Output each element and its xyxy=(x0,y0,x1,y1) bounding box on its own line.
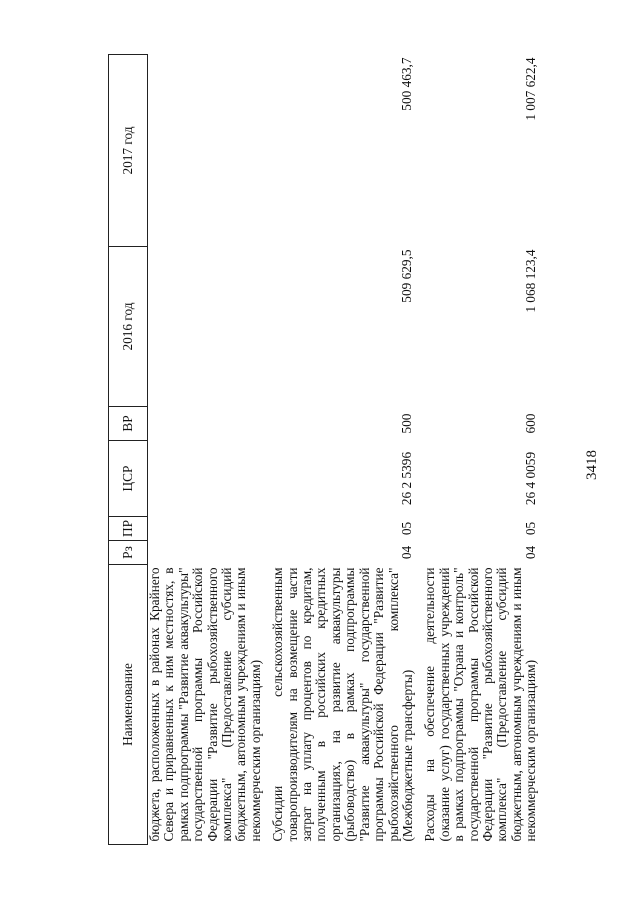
row-name: бюджета, расположенных в районах Крайнего Севера и приравненных к ним местностях, в рамках подпрограммы "Развитие аквакультуры" государственной программы Российской Федерации "Развитие рыбохозяйственного комплекса" (Предоставление субсидий бюджетным, автономным учреждениям и иным некоммерческим организациям) xyxy=(147,567,263,842)
row-csr xyxy=(148,441,264,517)
row-vr: 600 xyxy=(522,413,538,434)
table-row xyxy=(423,55,538,845)
row-2016: 1 068 123,4 xyxy=(522,249,538,313)
budget-table xyxy=(108,54,539,845)
header-2016: 2016 год xyxy=(109,247,148,407)
row-rz: 04 xyxy=(522,545,538,560)
header-csr: ЦСР xyxy=(109,441,148,517)
header-2017: 2017 год xyxy=(109,55,148,247)
row-2017 xyxy=(148,55,264,247)
page-number: 3418 xyxy=(584,450,600,480)
row-2017: 1 007 622,4 xyxy=(522,57,538,121)
header-vr: ВР xyxy=(109,407,148,441)
row-pr xyxy=(148,517,264,541)
header-rz: Рз xyxy=(109,541,148,565)
row-2016 xyxy=(148,247,264,407)
row-csr: 26 2 5396 xyxy=(399,451,415,506)
table-row xyxy=(148,55,264,845)
row-csr: 26 4 0059 xyxy=(522,451,538,506)
header-pr: ПР xyxy=(109,517,148,541)
row-2016: 509 629,5 xyxy=(399,249,415,303)
header-name: Наименование xyxy=(109,565,148,845)
row-pr: 05 xyxy=(399,521,415,536)
row-vr xyxy=(148,407,264,441)
row-name: Расходы на обеспечение деятельности (оказание услуг) государственных учреждений в рамках подпрограммы "Охрана и контроль" государственной программы Российской Федерации "Развитие рыбохозяйственного комплекса" (Предоставление субсидий бюджетным, автономным учреждениям и иным некоммерческим организациям) xyxy=(422,567,539,842)
table-header-row xyxy=(109,55,148,845)
row-rz: 04 xyxy=(399,545,415,560)
row-vr: 500 xyxy=(399,413,415,434)
table-row xyxy=(271,55,415,845)
row-name: Субсидии сельскохозяйственным товаропроизводителям на возмещение части затрат на уплату процентов по кредитам, полученным в российских кредитных организациях, на развитие аквакультуры (рыбоводство) в рамках подпрограммы "Развитие аквакультуры" государственной программы Российской Федерации "Развитие рыбохозяйственного комплекса" (Межбюджетные трансферты) xyxy=(270,567,415,842)
row-2017: 500 463,7 xyxy=(399,57,415,111)
row-rz xyxy=(148,541,264,565)
row-pr: 05 xyxy=(522,521,538,536)
